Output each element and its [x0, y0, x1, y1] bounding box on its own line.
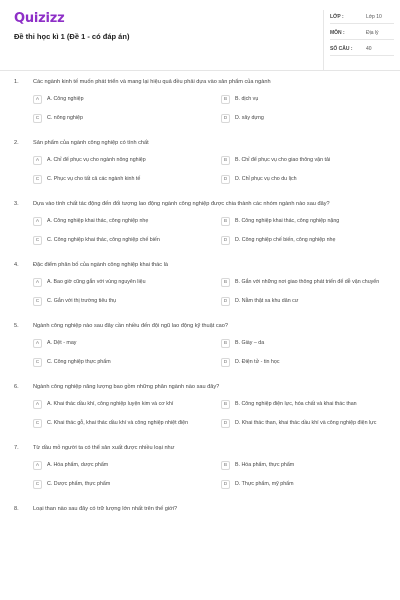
answer-option[interactable]	[221, 215, 400, 228]
option-text: B. Hóa phẩm, thực phẩm	[235, 462, 295, 468]
option-letter-box: D	[221, 236, 230, 245]
option-text: A. Bao giờ cũng gắn với vùng nguyên liệu	[47, 279, 146, 285]
option-letter-box: B	[221, 278, 230, 287]
question-stem	[0, 383, 400, 391]
option-text: C. Công nghiệp khai thác, công nghiệp chế biến	[47, 237, 160, 243]
option-letter-box: D	[221, 358, 230, 367]
option-text: D. Công nghiệp chế biến, công nghiệp nhẹ	[235, 237, 336, 243]
option-text: A. Công nghiệp khai thác, công nghiệp nhẹ	[47, 218, 149, 224]
option-letter-box: B	[221, 339, 230, 348]
option-letter-box: A	[33, 278, 42, 287]
option-text: C. Khai thác gỗ, khai thác dầu khí và công nghiệp nhiệt điện	[47, 420, 189, 426]
option-text: D. Điện tử - tin học	[235, 359, 280, 365]
option-text: B. dịch vụ	[235, 96, 259, 102]
question-number: 3.	[14, 201, 19, 207]
question-stem	[0, 444, 400, 452]
option-text: B. Giày – da	[235, 340, 265, 346]
answer-option[interactable]	[33, 459, 213, 472]
question-number: 4.	[14, 262, 19, 268]
question-text: Từ dầu mỏ người ta có thể sản xuất được nhiều loại như	[33, 445, 175, 451]
option-text: A. Công nghiệp	[47, 96, 84, 102]
question-number: 2.	[14, 140, 19, 146]
option-letter-box: D	[221, 175, 230, 184]
option-text: D. xây dựng	[235, 115, 264, 121]
answer-option[interactable]	[221, 234, 400, 247]
meta-value: Địa lý	[366, 30, 379, 36]
option-text: A. Khai thác dầu khí, công nghiệp luyện kim và cơ khí	[47, 401, 174, 407]
option-letter-box: C	[33, 236, 42, 245]
answer-option[interactable]	[33, 295, 213, 308]
question-text: Các ngành kinh tế muốn phát triển và mang lại hiệu quả đều phải dựa vào sản phẩm của ngành	[33, 79, 271, 85]
meta-row-class	[330, 10, 394, 24]
question-stem	[0, 78, 400, 86]
question-number: 5.	[14, 323, 19, 329]
answer-option[interactable]	[33, 417, 213, 430]
question-text: Ngành công nghiệp năng lượng bao gồm những phân ngành nào sau đây?	[33, 384, 220, 390]
answer-options	[33, 276, 400, 308]
question-text: Sản phẩm của ngành công nghiệp có tính chất	[33, 140, 149, 146]
option-text: B. Chỉ để phục vụ cho giao thông vận tải	[235, 157, 331, 163]
option-text: D. Thực phẩm, mỹ phẩm	[235, 481, 294, 487]
option-letter-box: B	[221, 461, 230, 470]
option-text: C. Công nghiệp thực phẩm	[47, 359, 111, 365]
question-text: Loại than nào sau đây có trữ lượng lớn nhất trên thế giới?	[33, 506, 178, 512]
question-stem	[0, 139, 400, 147]
answer-options	[33, 459, 400, 491]
option-letter-box: B	[221, 400, 230, 409]
meta-value: 40	[366, 46, 372, 52]
answer-option[interactable]	[221, 398, 400, 411]
option-text: D. Khai thác than, khai thác dầu khí và công nghiệp điện lực	[235, 420, 377, 426]
answer-option[interactable]	[221, 459, 400, 472]
option-letter-box: A	[33, 461, 42, 470]
question-item	[0, 322, 400, 369]
answer-option[interactable]	[33, 215, 213, 228]
answer-option[interactable]	[33, 356, 213, 369]
question-stem	[0, 505, 400, 513]
option-letter-box: A	[33, 400, 42, 409]
meta-key: MÔN :	[330, 30, 345, 36]
metadata-box	[323, 10, 393, 70]
option-text: A. Dệt - may	[47, 340, 77, 346]
option-letter-box: C	[33, 358, 42, 367]
answer-option[interactable]	[221, 154, 400, 167]
question-number: 7.	[14, 445, 19, 451]
quizizz-logo: Quizizz	[14, 11, 65, 26]
answer-options	[33, 154, 400, 186]
question-item	[0, 444, 400, 491]
question-number: 8.	[14, 506, 19, 512]
answer-options	[33, 93, 400, 125]
question-stem	[0, 261, 400, 269]
answer-option[interactable]	[221, 295, 400, 308]
question-item	[0, 505, 400, 513]
option-text: D. Nằm thật xa khu dân cư	[235, 298, 299, 304]
meta-key: SỐ CÂU :	[330, 46, 353, 52]
option-text: A. Chỉ để phục vụ cho ngành nông nghiệp	[47, 157, 146, 163]
answer-option[interactable]	[221, 93, 400, 106]
option-letter-box: B	[221, 217, 230, 226]
option-letter-box: C	[33, 297, 42, 306]
option-text: B. Công nghiệp điện lực, hóa chất và khai thác than	[235, 401, 357, 407]
option-letter-box: D	[221, 480, 230, 489]
option-letter-box: A	[33, 95, 42, 104]
worksheet-header	[0, 0, 400, 70]
document-title: Đề thi học kì 1 (Đề 1 - có đáp án)	[14, 32, 130, 41]
answer-option[interactable]	[33, 154, 213, 167]
option-letter-box: B	[221, 95, 230, 104]
question-text: Đặc điểm phân bố của ngành công nghiệp khai thác là	[33, 262, 168, 268]
answer-option[interactable]	[221, 356, 400, 369]
option-text: C. Dược phẩm, thực phẩm	[47, 481, 111, 487]
question-stem	[0, 200, 400, 208]
answer-option[interactable]	[33, 276, 213, 289]
answer-option[interactable]	[221, 276, 400, 289]
question-item	[0, 261, 400, 308]
answer-option[interactable]	[221, 112, 400, 125]
answer-options	[33, 398, 400, 430]
question-list	[0, 78, 400, 527]
option-text: C. Gắn với thị trường tiêu thụ	[47, 298, 117, 304]
answer-option[interactable]	[33, 173, 213, 186]
answer-option[interactable]	[221, 173, 400, 186]
option-text: C. Phục vụ cho tất cả các ngành kinh tế	[47, 176, 141, 182]
option-letter-box: B	[221, 156, 230, 165]
question-number: 6.	[14, 384, 19, 390]
option-letter-box: D	[221, 297, 230, 306]
answer-option[interactable]	[221, 478, 400, 491]
answer-option[interactable]	[33, 398, 213, 411]
answer-option[interactable]	[221, 337, 400, 350]
option-letter-box: C	[33, 419, 42, 428]
answer-option[interactable]	[33, 234, 213, 247]
answer-option[interactable]	[221, 417, 400, 430]
meta-key: LỚP :	[330, 14, 344, 20]
option-letter-box: C	[33, 175, 42, 184]
question-item	[0, 383, 400, 430]
answer-options	[33, 215, 400, 247]
option-text: A. Hóa phẩm, dược phẩm	[47, 462, 109, 468]
question-item	[0, 139, 400, 186]
option-text: D. Chỉ phục vụ cho du lịch	[235, 176, 297, 182]
option-text: C. nông nghiệp	[47, 115, 83, 121]
option-letter-box: D	[221, 114, 230, 123]
option-letter-box: A	[33, 217, 42, 226]
option-letter-box: D	[221, 419, 230, 428]
header-divider	[0, 70, 400, 71]
question-number: 1.	[14, 79, 19, 85]
option-text: B. Công nghiệp khai thác, công nghiệp nặng	[235, 218, 340, 224]
question-item	[0, 200, 400, 247]
meta-value: Lớp 10	[366, 14, 382, 20]
option-text: B. Gắn với những nơi giao thông phát triển để dễ vận chuyển	[235, 279, 380, 285]
question-item	[0, 78, 400, 125]
answer-options	[33, 337, 400, 369]
option-letter-box: C	[33, 114, 42, 123]
option-letter-box: C	[33, 480, 42, 489]
option-letter-box: A	[33, 339, 42, 348]
answer-option[interactable]	[33, 337, 213, 350]
answer-option[interactable]	[33, 93, 213, 106]
question-text: Dựa vào tính chất tác động đến đối tượng lao động ngành công nghiệp được chia thành các nhóm ngành nào sau đây?	[33, 201, 330, 207]
meta-row-subject	[330, 26, 394, 40]
meta-row-question-count	[330, 42, 394, 56]
answer-option[interactable]	[33, 112, 213, 125]
option-letter-box: A	[33, 156, 42, 165]
question-stem	[0, 322, 400, 330]
question-text: Ngành công nghiệp nào sau đây cần nhiều đến đội ngũ lao động kỹ thuật cao?	[33, 323, 229, 329]
answer-option[interactable]	[33, 478, 213, 491]
